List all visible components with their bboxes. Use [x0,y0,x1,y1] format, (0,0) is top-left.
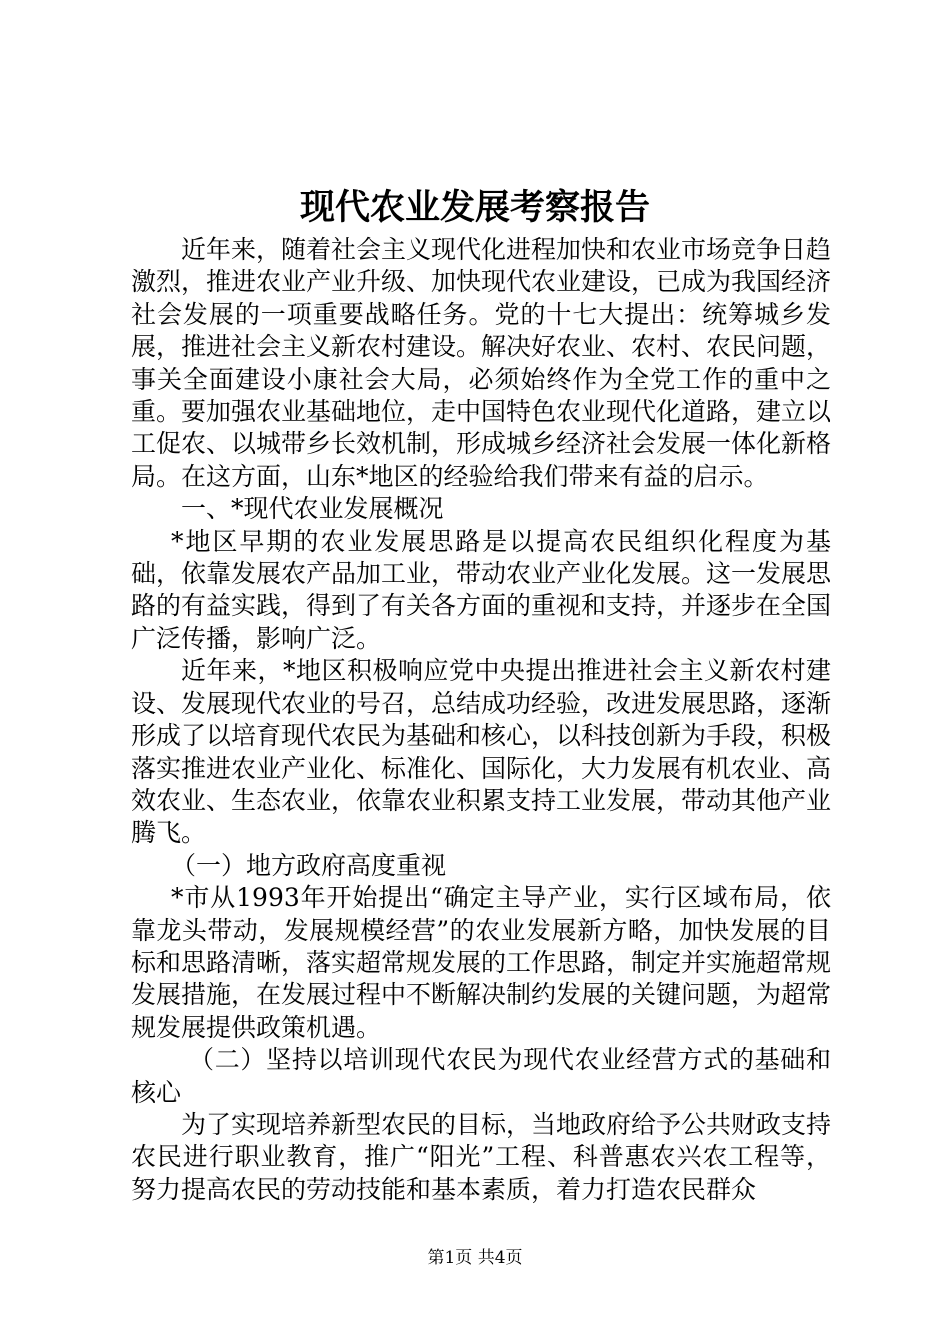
paragraph-overview: *地区早期的农业发展思路是以提高农民组织化程度为基础，依靠发展农产品加工业，带动农业产业化发展。这一发展思路的有益实践，得到了有关各方面的重视和支持，并逐步在全国广泛传播，影响广泛。 [131,526,832,653]
paragraph-training: 为了实现培养新型农民的目标，当地政府给予公共财政支持农民进行职业教育，推广“阳光”工程、科普惠农兴农工程等，努力提高农民的劳动技能和基本素质，着力打造农民群众 [131,1109,832,1204]
document-title: 现代农业发展考察报告 [299,188,650,228]
subheading-1: （一）地方政府高度重视 [171,850,447,880]
paragraph-recent: 近年来，*地区积极响应党中央提出推进社会主义新农村建设、发展现代农业的号召，总结成功经验，改进发展思路，逐渐形成了以培育现代农民为基础和核心，以科技创新为手段，积极落实推进农业产业化、标准化、国际化，大力发展有机农业、高效农业、生态农业，依靠农业积累支持工业发展，带动其他产业腾飞。 [131,656,832,848]
document-body [131,234,831,1206]
subheading-2: （二）坚持以培训现代农民为现代农业经营方式的基础和核心 [131,1045,831,1107]
page-footer: 第1页 共4页 [427,1248,523,1268]
paragraph-government: *市从1993年开始提出“确定主导产业，实行区域布局，依靠龙头带动，发展规模经营”的农业发展新方略，加快发展的目标和思路清晰，落实超常规发展的工作思路，制定并实施超常规发展措施，在发展过程中不断解决制约发展的关键问题，为超常规发展提供政策机遇。 [131,883,832,1042]
paragraph-intro: 近年来，随着社会主义现代化进程加快和农业市场竞争日趋激烈，推进农业产业升级、加快现代农业建设，已成为我国经济社会发展的一项重要战略任务。党的十七大提出：统筹城乡发展，推进社会主义新农村建设。解决好农业、农村、农民问题，事关全面建设小康社会大局，必须始终作为全党工作的重中之重。要加强农业基础地位，走中国特色农业现代化道路，建立以工促农、以城带乡长效机制，形成城乡经济社会发展一体化新格局。在这方面，山东*地区的经验给我们带来有益的启示。 [131,235,832,491]
section-heading-1: 一、*现代农业发展概况 [181,494,444,524]
